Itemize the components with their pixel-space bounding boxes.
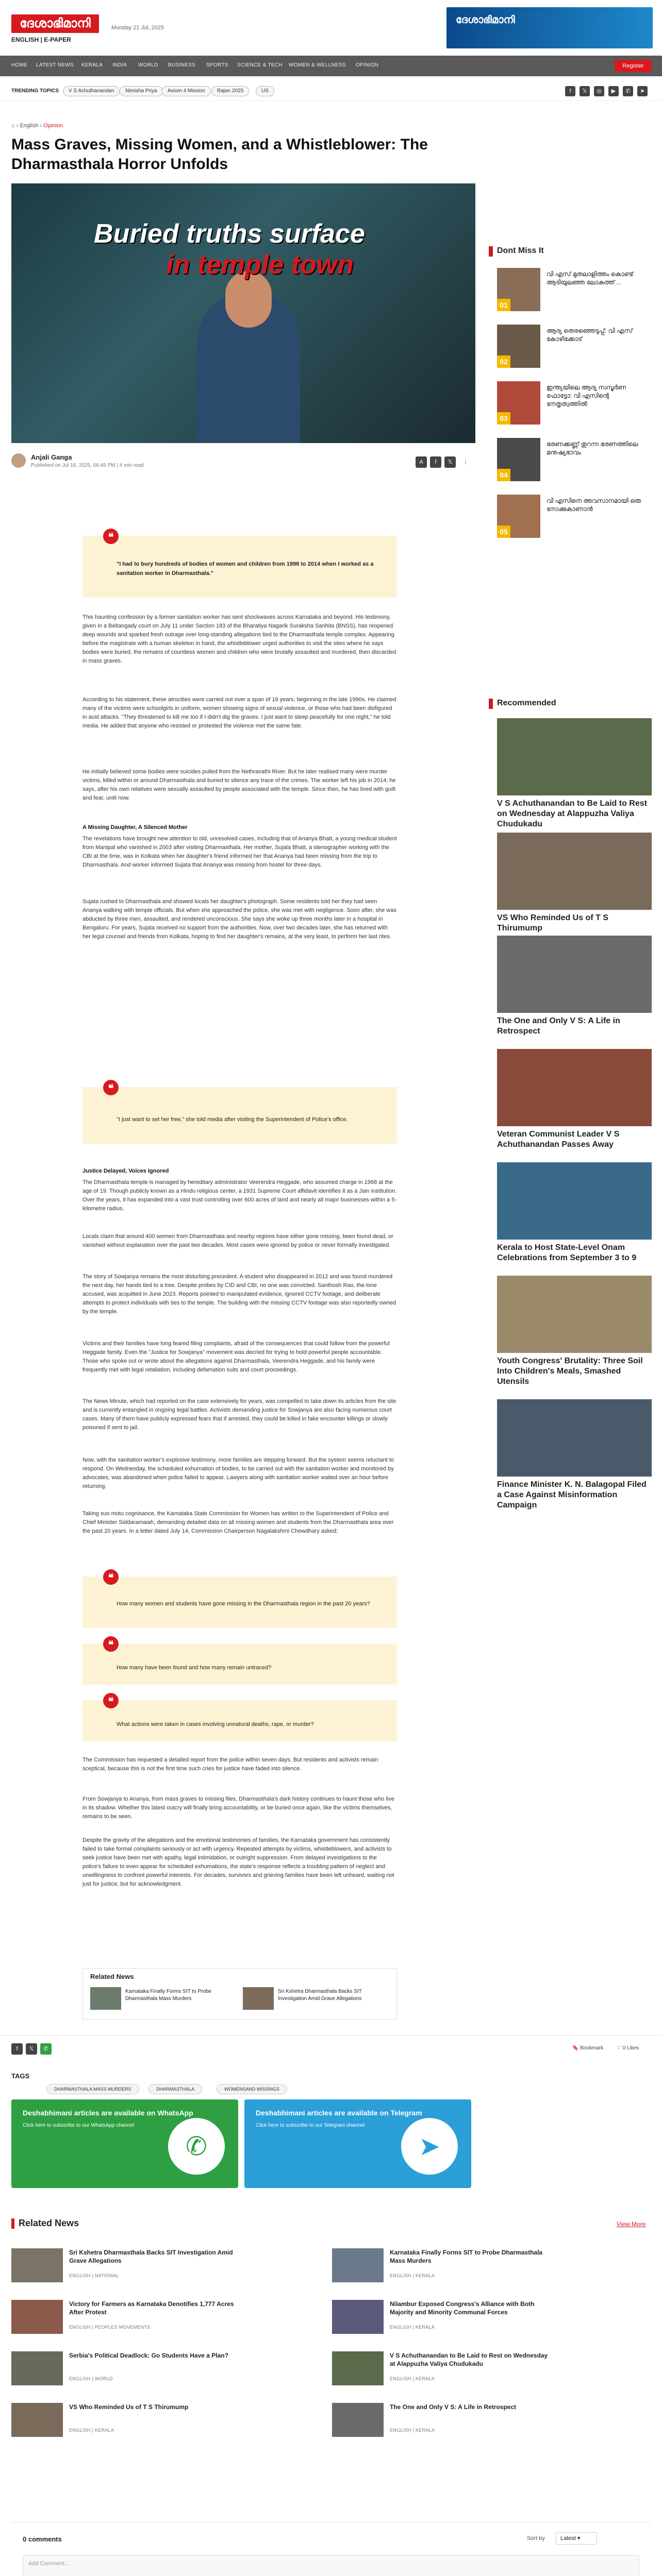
ad-banner[interactable]: ദേശാഭിമാനി bbox=[446, 7, 653, 48]
recommended-title-text[interactable]: Youth Congress' Brutality: Three Soil Into Children's Meals, Smashed Utensils bbox=[497, 1357, 643, 1386]
nav-item[interactable]: WORLD bbox=[138, 62, 158, 68]
whatsapp-icon: ✆ bbox=[168, 2118, 225, 2175]
section-heading: A Missing Daughter, A Silenced Mother bbox=[82, 824, 188, 831]
pull-quote bbox=[82, 1083, 397, 1144]
trending-chip[interactable]: Nimisha Priya bbox=[120, 86, 163, 96]
trending-label: TRENDING TOPICS bbox=[11, 88, 59, 94]
related-category: ENGLISH | KERALA bbox=[390, 2273, 435, 2278]
paragraph: This haunting confession by a former sanitation worker has sent shockwaves across Karnataka and beyond. His testimony, given in a Beltangady court on July 11 under Section 183 of the Bharatiya Nagarik Suraksha Sanhita (BNSS), has reopened deep wounds and sparked fresh outrage over long-standing allegations tied to the Dharmasthala temple complex. Appearing before the magistrate with a human skeleton in hand, the whistleblower urged authorities to visit the sites where he says bodies were buried, the remains of countless women and children who were brutally assaulted and murdered, then discarded in mass graves. bbox=[82, 614, 396, 664]
whatsapp-promo[interactable] bbox=[11, 2099, 238, 2188]
trending-chip[interactable]: Rajan 2025 bbox=[211, 86, 249, 96]
related-thumb[interactable] bbox=[332, 2300, 384, 2334]
related-category: ENGLISH | PEOPLES MOVEMENTS bbox=[69, 2325, 151, 2330]
rank-number: 02 bbox=[497, 355, 510, 368]
paragraph: He initially believed some bodies were suicides pulled from the Nethravathi River. But he later realised many were murder victims, killed within or around Dharmasthala and buried to silence any trace of the crimes. The worker left his job in 2014; he says, after his own relatives were sexually assaulted by people associated with the temple. Since then, he has lived with guilt and fear, until now. bbox=[82, 769, 396, 801]
rank-number: 05 bbox=[497, 526, 510, 538]
dont-miss-text[interactable]: വി എസ് മുതലാളിത്തം കൊണ്ട് ആടിയുലഞ്ഞ ലോകത്ത് ... bbox=[547, 270, 634, 286]
related-thumb[interactable] bbox=[11, 2300, 63, 2334]
recommended-item[interactable] bbox=[497, 1162, 652, 1263]
related-title[interactable]: V S Achuthanandan to Be Laid to Rest on Wednesday at Alappuzha Valiya Chudukadu bbox=[390, 2352, 548, 2367]
recommended-item[interactable] bbox=[497, 718, 652, 829]
related-category: ENGLISH | WORLD bbox=[69, 2376, 113, 2381]
tag-chip[interactable]: DHARMASTHALA MASS MURDERS bbox=[46, 2084, 139, 2094]
sort-value: Latest bbox=[560, 2535, 576, 2541]
recommended-title: Recommended bbox=[497, 699, 556, 707]
tag-chip[interactable]: DHARMASTHALA bbox=[148, 2084, 202, 2094]
related-news-title: Related News bbox=[19, 2218, 79, 2228]
related-category: ENGLISH | KERALA bbox=[390, 2428, 435, 2433]
dont-miss-item[interactable] bbox=[497, 381, 652, 428]
related-thumb[interactable] bbox=[332, 2403, 384, 2437]
breadcrumb-home[interactable]: English bbox=[20, 123, 39, 129]
nav-item[interactable]: KERALA bbox=[81, 62, 103, 68]
breadcrumb-section[interactable]: Opinion bbox=[43, 123, 63, 129]
likes-count: 0 Likes bbox=[622, 2045, 639, 2051]
rank-number: 04 bbox=[497, 469, 510, 481]
recommended-item[interactable] bbox=[497, 833, 652, 934]
twitter-icon[interactable]: 𝕏 bbox=[580, 86, 590, 96]
tags-label: TAGS bbox=[11, 2072, 30, 2080]
comment-input[interactable]: Add Comment... bbox=[23, 2555, 639, 2576]
related-thumb[interactable] bbox=[11, 2248, 63, 2282]
dont-miss-text[interactable]: വി എസിനെ അവസാനമായി ഒരു നോക്കുകാണാൻ bbox=[547, 497, 641, 513]
bookmark-icon: 🔖 bbox=[572, 2045, 579, 2051]
sort-select[interactable] bbox=[556, 2532, 597, 2545]
pull-quote-text: "I had to bury hundreds of bodies of women and children from 1998 to 2014 when I worked as a sanitation worker in Dharmasthala." bbox=[117, 561, 374, 577]
question-box bbox=[82, 1696, 397, 1741]
related-title[interactable]: Serbia's Political Deadlock: Go Students Have a Plan? bbox=[69, 2352, 228, 2359]
dont-miss-item[interactable] bbox=[497, 325, 652, 371]
divider bbox=[0, 2035, 662, 2036]
twitter-share-icon[interactable]: 𝕏 bbox=[444, 456, 456, 468]
nav-item[interactable]: SCIENCE & TECH bbox=[237, 62, 283, 68]
tag-chip[interactable]: WOMENSAND MISSINGS bbox=[217, 2084, 287, 2094]
related-item[interactable] bbox=[11, 2248, 238, 2284]
youtube-icon[interactable]: ▶ bbox=[608, 86, 619, 96]
related-item[interactable] bbox=[11, 2403, 238, 2439]
nav-item[interactable]: INDIA bbox=[112, 62, 127, 68]
recommended-item[interactable] bbox=[497, 1049, 652, 1150]
dont-miss-title: Dont Miss It bbox=[497, 246, 544, 255]
section-heading: Justice Delayed, Voices Ignored bbox=[82, 1168, 169, 1174]
breadcrumb: ⌂ › English › Opinion bbox=[11, 123, 63, 129]
whatsapp-share-icon[interactable]: ✆ bbox=[40, 2043, 52, 2055]
telegram-icon: ➤ bbox=[401, 2118, 458, 2175]
dont-miss-text[interactable]: ഭരണക്കണ്ണ് തുറന്ന ഭരണത്തിലെ മനുഷ്യഭാവം bbox=[547, 440, 638, 456]
paragraph: The Dharmasthala temple is managed by hereditary administrator Veerendra Heggade, who assumed charge in 1968 at the age of 19. Though publicly known as a Hindu religious center, a 1931 Supreme Court affidavit identifies it as a Jain institution. Over the years, it has expanded into a vast trust controlling over 600 acres of land and nearly all major businesses within a 5-kilometre radius. bbox=[82, 1179, 397, 1212]
section-marker bbox=[489, 246, 493, 257]
whatsapp-icon[interactable]: ✆ bbox=[623, 86, 633, 96]
instagram-icon[interactable]: ◎ bbox=[594, 86, 604, 96]
rank-number: 01 bbox=[497, 299, 510, 311]
like-button[interactable] bbox=[617, 2045, 639, 2051]
paragraph: Taking suo motu cognisance, the Karnataka State Commission for Women has written to the Superintendent of Police and Chief Minister Siddaramaiah, demanding detailed data on all missing women and students from the Dharmasthala area over the past 20 years. In a letter dated July 14, Commission Chairperson Nagalakshmi Chowdhary asked: bbox=[82, 1511, 394, 1534]
publish-date: Published on Jul 18, 2025, 06:45 PM | 4 min read bbox=[31, 463, 144, 468]
quote-icon: ❝ bbox=[103, 1080, 119, 1095]
current-date: Monday 21 Jul, 2025 bbox=[111, 25, 164, 31]
paragraph: Locals claim that around 400 women from Dharmasthala and nearby regions have either gone missing, been found dead, or vanished without explanation over the past two decades. Most cases were ignored by police or never formally investigated. bbox=[82, 1233, 393, 1248]
related-category: ENGLISH | KERALA bbox=[69, 2428, 114, 2433]
related-item[interactable] bbox=[11, 2351, 238, 2387]
related-item[interactable] bbox=[332, 2248, 559, 2284]
related-category: ENGLISH | NATIONAL bbox=[69, 2273, 119, 2278]
related-item[interactable] bbox=[332, 2403, 559, 2439]
related-title[interactable]: The One and Only V S: A Life in Retrospect bbox=[390, 2403, 517, 2411]
nav-item[interactable]: WOMEN & WELLNESS bbox=[289, 62, 346, 68]
related-item[interactable] bbox=[11, 2300, 238, 2336]
promo-title: Deshabhimani articles are available on Telegram bbox=[256, 2109, 422, 2117]
related-thumb[interactable] bbox=[11, 2403, 63, 2437]
pull-quote bbox=[82, 532, 397, 598]
related-thumb[interactable] bbox=[243, 1987, 274, 2010]
related-thumb[interactable] bbox=[90, 1987, 121, 2010]
question-box bbox=[82, 1572, 397, 1628]
dont-miss-text[interactable]: ആദ്യ തെരഞ്ഞെടുപ്പ്: വി എസ് കോഴിക്കോട് bbox=[547, 327, 633, 343]
nav-item[interactable]: OPINION bbox=[356, 62, 379, 68]
promo-title: Deshabhimani articles are available on WhatsApp bbox=[23, 2109, 193, 2117]
bookmark-button[interactable] bbox=[572, 2045, 603, 2051]
nav-item[interactable]: HOME bbox=[11, 62, 28, 68]
author-avatar[interactable] bbox=[11, 453, 26, 468]
bookmark-label: Bookmark bbox=[580, 2045, 604, 2051]
quote-icon: ❝ bbox=[103, 1569, 119, 1585]
question-box bbox=[82, 1639, 397, 1685]
related-category: ENGLISH | KERALA bbox=[390, 2325, 435, 2330]
promo-text: Click here to subscribe to our Telegram channel bbox=[256, 2123, 365, 2128]
paragraph: Despite the gravity of the allegations and the emotional testimonies of families, the Karnataka government has consistently failed to take formal complaints seriously or act with urgency. Repeated attempts by victims, whistleblowers, and activists to seek justice have been met with apathy, legal intimidation, or outright suppression. From delayed investigations to the police's failure to even appear for scheduled exhumations, the state's response reflects a troubling pattern of neglect and unwillingness to confront powerful interests. For decades, survivors and grieving families have been left unheard, waiting not just for justice, but for acknowledgment. bbox=[82, 1837, 394, 1887]
related-item[interactable] bbox=[332, 2351, 559, 2387]
related-title[interactable]: Karnataka Finally Forms SIT to Probe Dharmasthala Mass Murders bbox=[390, 2249, 543, 2264]
recommended-title-text[interactable]: The One and Only V S: A Life in Retrospect bbox=[497, 1016, 620, 1036]
dont-miss-item[interactable] bbox=[497, 438, 652, 484]
question-text: What actions were taken in cases involving unnatural deaths, rape, or murder? bbox=[117, 1721, 314, 1727]
related-thumb[interactable] bbox=[332, 2351, 384, 2385]
facebook-share-icon[interactable]: f bbox=[11, 2043, 23, 2055]
comments-section bbox=[11, 2522, 652, 2576]
paragraph: The News Minute, which had reported on the case extensively for years, was compelled to take down its articles from the site and is currently entangled in ongoing legal battles. Activists demanding justice for Sowjanya are also facing numerous court cases. Many of them have publicly expressed fears that if arrested, they could be killed in fake encounter killings or slowly poisoned if sent to jail. bbox=[82, 1398, 396, 1431]
author-name[interactable]: Anjali Ganga bbox=[31, 453, 72, 461]
recommended-title-text[interactable]: Veteran Communist Leader V S Achuthanandan Passes Away bbox=[497, 1130, 620, 1149]
related-link[interactable]: Karnataka Finally Forms SIT to Probe Dharmasthala Mass Murders bbox=[125, 1989, 212, 2002]
recommended-thumb[interactable] bbox=[497, 718, 652, 795]
dont-miss-item[interactable] bbox=[497, 495, 652, 541]
recommended-thumb[interactable] bbox=[497, 1162, 652, 1240]
pull-quote-text: "I just want to set her free," she told media after visiting the Superintendent of Police's office. bbox=[117, 1116, 348, 1123]
dont-miss-text[interactable]: ഇന്ത്യയിലെ ആദ്യ സമ്പൂർണ ഫോട്ടോ: വി എസിന്റെ നേതൃത്വത്തിൽ bbox=[547, 384, 626, 408]
nav-item[interactable]: SPORTS bbox=[206, 62, 228, 68]
related-item[interactable] bbox=[332, 2300, 559, 2336]
register-button[interactable]: Register bbox=[615, 60, 652, 72]
recommended-title-text[interactable]: VS Who Reminded Us of T S Thirumump bbox=[497, 913, 609, 933]
paragraph: The story of Sowjanya remains the most disturbing precedent. A student who disappeared in 2012 and was found murdered the next day, her hands tied to a tree. Despite probes by CID and CBI, no one was convicted. Santhosh Rao, the lone accused, was acquitted in June 2023. Reports pointed to manipulated evidence, ignored CCTV footage, and deliberate attempts to protect individuals with ties to the temple. The building with the missing CCTV footage was also reportedly owned by the temple. bbox=[82, 1274, 396, 1315]
font-size-icon[interactable]: A bbox=[416, 456, 427, 468]
question-text: How many women and students have gone missing in the Dharmasthala region in the past 20 years? bbox=[117, 1601, 370, 1607]
related-thumb[interactable] bbox=[11, 2351, 63, 2385]
related-title[interactable]: VS Who Reminded Us of T S Thirumump bbox=[69, 2403, 189, 2411]
telegram-icon[interactable]: ➤ bbox=[637, 86, 648, 96]
inline-related-news bbox=[82, 1968, 397, 2020]
hero-caption-line1: Buried truths surface bbox=[94, 219, 365, 249]
section-marker bbox=[11, 2218, 14, 2229]
trending-chip[interactable]: US bbox=[256, 86, 274, 96]
chevron-down-icon: ▾ bbox=[577, 2535, 581, 2541]
paragraph: Victims and their families have long feared filing complaints, afraid of the consequences that could follow from the powerful Heggade family. Even the "Justice for Sowjanya" movement was decried for trying to hold powerful people accountable. Those who spoke out or wrote about the allegations against Dharmasthala, Veerendra Heggade, and his family were frequently met with legal retaliation, including defamation suits and court proceedings. bbox=[82, 1341, 390, 1373]
quote-icon: ❝ bbox=[103, 529, 119, 544]
nav-item[interactable]: LATEST NEWS bbox=[36, 62, 74, 68]
recommended-title-text[interactable]: Finance Minister K. N. Balagopal Filed a Case Against Misinformation Campaign bbox=[497, 1480, 647, 1510]
related-title[interactable]: Sri Kshetra Dharmasthala Backs SIT Investigation Amid Grave Allegations bbox=[69, 2249, 233, 2264]
paragraph: The Commission has requested a detailed report from the police within seven days. But residents and activists remain sceptical, because this is not the first time such cries for justice have faded into silence. bbox=[82, 1757, 378, 1772]
quote-icon: ❝ bbox=[103, 1636, 119, 1652]
article-title: Mass Graves, Missing Women, and a Whistleblower: The Dharmasthala Horror Unfolds bbox=[11, 136, 428, 173]
heart-icon: ♡ bbox=[617, 2045, 621, 2051]
paragraph: According to his statement, these atrocities were carried out over a span of 16 years, beginning in the late 1990s. He claimed many of the victims were schoolgirls in uniform, women showing signs of sexual violence, or those who had been disfigured in acid attacks. "They threatened to kill me too if I didn't dig the graves. I just want to sleep peacefully for one night," he told media. He added that anyone who resisted or protested the violence met the same fate. bbox=[82, 697, 396, 729]
telegram-promo[interactable] bbox=[244, 2099, 471, 2188]
more-options-icon[interactable]: ⋮ bbox=[460, 456, 471, 468]
related-label: Related News bbox=[90, 1973, 134, 1980]
main-nav bbox=[0, 56, 662, 76]
recommended-item[interactable] bbox=[497, 1399, 652, 1511]
sort-label: Sort by bbox=[527, 2535, 545, 2541]
recommended-thumb[interactable] bbox=[497, 1276, 652, 1353]
paragraph: Now, with the sanitation worker's explosive testimony, more families are stepping forward. But the system seems reluctant to respond. On Wednesday, the scheduled exhumation of bodies, to be carried out with the sanitation worker and monitored by advocates, was abandoned when police failed to appear. Lawyers along with sanitation worker waited over an hour before returning. bbox=[82, 1457, 394, 1489]
home-icon[interactable]: ⌂ bbox=[11, 123, 15, 129]
recommended-thumb[interactable] bbox=[497, 1049, 652, 1126]
view-more-link[interactable]: View More bbox=[617, 2221, 646, 2228]
hero-image bbox=[11, 183, 475, 443]
related-title[interactable]: Nilambur Exposed Congress's Alliance with Both Majority and Minority Communal Forces bbox=[390, 2300, 535, 2316]
related-link[interactable]: Sri Kshetra Dharmasthala Backs SIT Investigation Amid Grave Allegations bbox=[278, 1989, 362, 2002]
facebook-icon[interactable]: f bbox=[565, 86, 575, 96]
promo-text: Click here to subscribe to our WhatsApp channel bbox=[23, 2123, 135, 2128]
logo-subtitle[interactable]: ENGLISH | E-PAPER bbox=[11, 36, 71, 43]
quote-icon: ❝ bbox=[103, 1693, 119, 1708]
recommended-item[interactable] bbox=[497, 936, 652, 1037]
nav-item[interactable]: BUSINESS bbox=[168, 62, 195, 68]
recommended-item[interactable] bbox=[497, 1276, 652, 1387]
recommended-title-text[interactable]: Kerala to Host State-Level Onam Celebrations from September 3 to 9 bbox=[497, 1243, 637, 1262]
site-logo[interactable]: ദേശാഭിമാനി bbox=[11, 14, 99, 33]
related-thumb[interactable] bbox=[332, 2248, 384, 2282]
recommended-title-text[interactable]: V S Achuthanandan to Be Laid to Rest on Wednesday at Alappuzha Valiya Chudukadu bbox=[497, 799, 647, 828]
question-text: How many have been found and how many remain untraced? bbox=[117, 1665, 272, 1671]
related-title[interactable]: Victory for Farmers as Karnataka Denotifies 1,777 Acres After Protest bbox=[69, 2300, 234, 2316]
trending-chip[interactable]: V S Achuthanandan bbox=[63, 86, 120, 96]
comments-count: 0 comments bbox=[23, 2535, 62, 2543]
recommended-thumb[interactable] bbox=[497, 1399, 652, 1477]
rank-number: 03 bbox=[497, 412, 510, 425]
paragraph: The revelations have brought new attention to old, unresolved cases, including that of Ananya Bhatt, a young medical student from Manipal who vanished in 2003 after visiting Dharmasthala. Her mother, Sujata Bhatt, a stenographer working with the CBI at the time, was in Kolkata when her daughter's friend informed her that Ananya had been missing from the trip to Dharmasthala. And worker informed Sujata that Ananya was missing from hostel for three days. bbox=[82, 836, 397, 868]
trending-chip[interactable]: Axiom 4 Mission bbox=[162, 86, 211, 96]
dont-miss-item[interactable] bbox=[497, 268, 652, 314]
twitter-share-icon[interactable]: 𝕏 bbox=[26, 2043, 37, 2055]
paragraph: Sujata rushed to Dharmasthala and showed locals her daughter's photograph. Some residents told her they had seen Ananya walking with temple officials. But when she approached the police, she was met with negligence. Soon after, she was abducted by three men, assaulted, and rendered unconscious. She says she woke up three months later in a hospital in Bengaluru. For years, Sujata received no support from the authorities. Now, over two decades later, she has returned with her legal counsel and friends from Kolkata, hoping to find her daughter's remains, at the very least, to perform her last rites. bbox=[82, 899, 396, 940]
section-marker bbox=[489, 699, 493, 709]
recommended-thumb[interactable] bbox=[497, 936, 652, 1013]
recommended-thumb[interactable] bbox=[497, 833, 652, 910]
related-category: ENGLISH | KERALA bbox=[390, 2376, 435, 2381]
hero-caption-line2: in temple town bbox=[166, 250, 354, 280]
paragraph: From Sowjanya to Ananya, from mass graves to missing files, Dharmasthala's dark history continues to haunt those who live in its shadow. Whether this latest outcry will finally bring accountability, or be buried once again, like the victims themselves, remains to be seen. bbox=[82, 1796, 394, 1820]
facebook-share-icon[interactable]: f bbox=[430, 456, 441, 468]
